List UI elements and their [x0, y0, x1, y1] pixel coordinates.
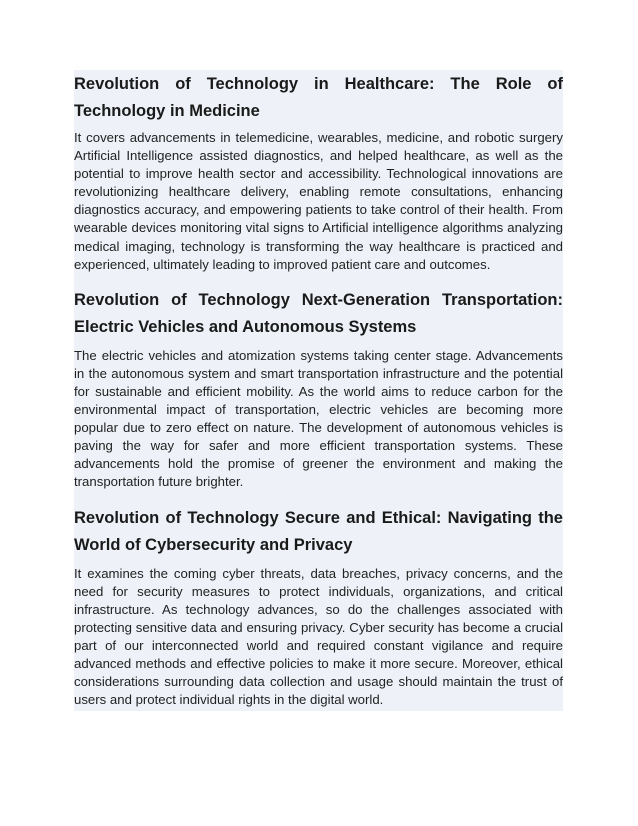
section-body-transportation: The electric vehicles and atomization systems taking center stage. Advancements in the autonomous system and smart transportation infrastructure and the potential for sustainable and efficient mobility. As the world aims to reduce carbon for the environmental impact of transportation, electric vehicles are becoming more popular due to zero effect on nature. The development of autonomous vehicles is paving the way for safer and more efficient transportation systems. These advancements hold the promise of greener the environment and making the transportation future brighter. — [74, 347, 563, 490]
section-title-healthcare: Revolution of Technology in Healthcare: The Role of Technology in Medicine — [74, 75, 563, 120]
document-content — [74, 70, 563, 711]
section-body-healthcare: It covers advancements in telemedicine, wearables, medicine, and robotic surgery Artificial Intelligence assisted diagnostics, and helped healthcare, as well as the potential to improve health sector and accessibility. Technological innovations are revolutionizing healthcare delivery, enabling remote consultations, enhancing diagnostics accuracy, and empowering patients to take control of their health. From wearable devices monitoring vital signs to Artificial intelligence algorithms analyzing medical imaging, technology is transforming the way healthcare is practiced and experienced, ultimately leading to improved patient care and outcomes. — [74, 130, 563, 272]
section-title-cybersecurity: Revolution of Technology Secure and Ethical: Navigating the World of Cybersecurity and Privacy — [74, 508, 563, 554]
section-body-cybersecurity: It examines the coming cyber threats, data breaches, privacy concerns, and the need for security measures to protect individuals, organizations, and critical infrastructure. As technology advances, so do the challenges associated with protecting sensitive data and ensuring privacy. Cyber security has become a crucial part of our interconnected world and required constant vigilance and require advanced methods and effective policies to make it more secure. Moreover, ethical considerations surrounding data collection and usage should maintain the trust of users and protect individual rights in the digital world. — [74, 565, 563, 708]
section-title-transportation: Revolution of Technology Next-Generation Transportation: Electric Vehicles and Autonomous Systems — [74, 290, 563, 336]
